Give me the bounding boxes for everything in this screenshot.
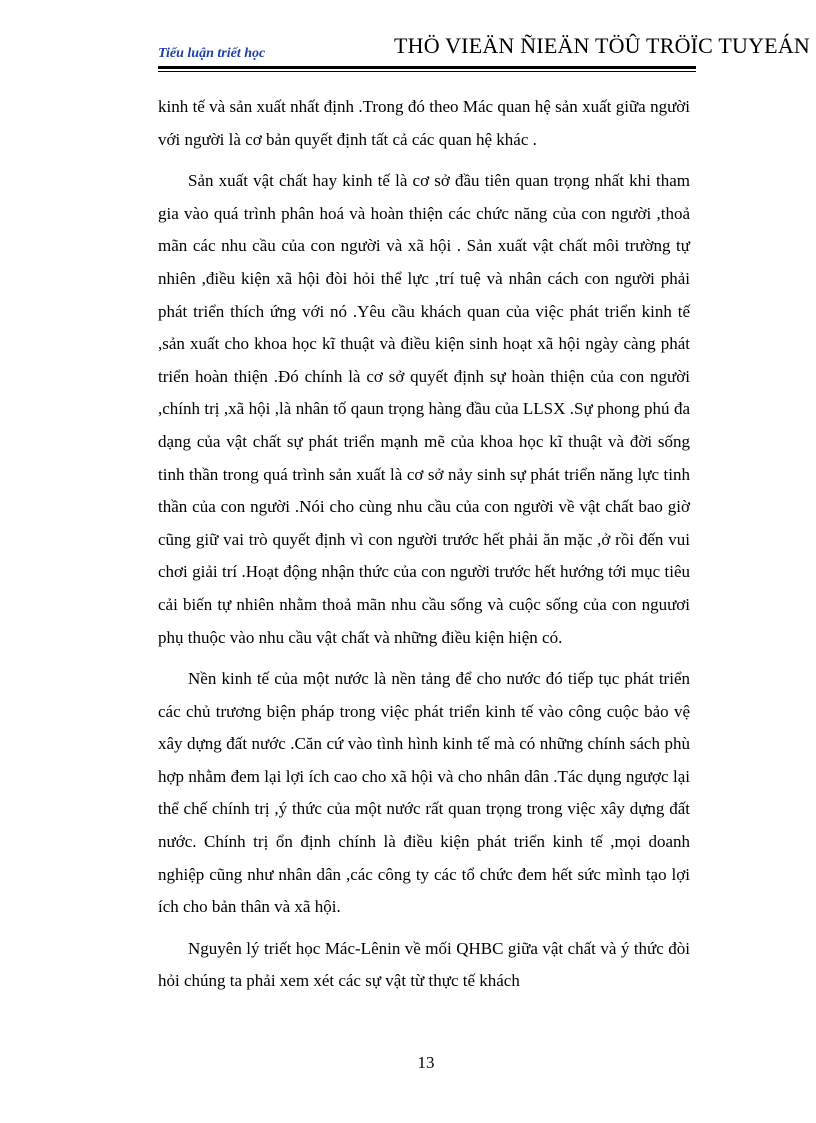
header-left-title: Tiểu luận triết học — [158, 46, 266, 61]
paragraph-4: Nguyên lý triết học Mác-Lênin về mối QHBC giữa vật chất và ý thức đòi hỏi chúng ta phải xem xét các sự vật từ thực tế khách — [158, 938, 690, 991]
header-right-title: THÖ VIEÄN ÑIEÄN TÖÛ TRÖÏC TUYEÁN — [393, 33, 810, 58]
header-rule-thick — [158, 66, 696, 69]
header-rule-thin — [158, 71, 696, 72]
paragraph-1: kinh tế và sản xuất nhất định .Trong đó theo Mác quan hệ sản xuất giữa người với người là cơ bản quyết định tất cả các quan hệ khác . — [158, 97, 690, 149]
page-header — [158, 28, 810, 72]
paragraph-2: Sản xuất vật chất hay kinh tế là cơ sở đầu tiên quan trọng nhất khi tham gia vào quá trình phân hoá và hoàn thiện các chức năng của con người ,thoả mãn các nhu cầu của con người và xã hội . Sản xuất vật chất môi trường tự nhiên ,điều kiện xã hội đòi hỏi thể lực ,trí tuệ và nhân cách con người phải phát triển thích ứng với nó .Yêu cầu khách quan của việc phát triển kinh tế ,sản xuất cho khoa học kĩ thuật và điều kiện sinh hoạt xã hội ngày càng phát triển hoàn thiện .Đó chính là cơ sở quyết định sự hoàn thiện của con người ,chính trị ,xã hội ,là nhân tố qaun trọng hàng đầu của LLSX .Sự phong phú đa dạng của vật chất sự phát triển mạnh mẽ của khoa học kĩ thuật và đời sống tinh thần trong quá trình sản xuất là cơ sở nảy sinh sự phát triển năng lực tinh thần của con người .Nói cho cùng nhu cầu của con người về vật chất bao giờ cũng giữ vai trò quyết định vì con người trước hết phải ăn mặc ,ở rồi đến vui chơi giải trí .Hoạt động nhận thức của con người trước hết hướng tới mục tiêu cải biến tự nhiên nhằm thoả mãn nhu cầu sống và cuộc sống của con nguươi phụ thuộc vào nhu cầu vật chất và những điều kiện hiện có. — [158, 171, 690, 647]
paragraph-3: Nền kinh tế của một nước là nền tảng để cho nước đó tiếp tục phát triển các chủ trương biện pháp trong việc phát triển kinh tế vào công cuộc bảo vệ xây dựng đất nước .Căn cứ vào tình hình kinh tế mà có những chính sách phù hợp nhằm đem lại lợi ích cao cho xã hội và cho nhân dân .Tác dụng ngược lại thể chế chính trị ,ý thức của một nước rất quan trọng trong việc xây dựng đất nước. Chính trị ổn định chính là điều kiện phát triển kinh tế ,mọi doanh nghiệp cũng như nhân dân ,các công ty các tổ chức đem hết sức mình tạo lợi ích cho bản thân và xã hội. — [158, 669, 690, 917]
page-number: 13 — [417, 1053, 435, 1072]
body-text — [158, 91, 690, 1007]
